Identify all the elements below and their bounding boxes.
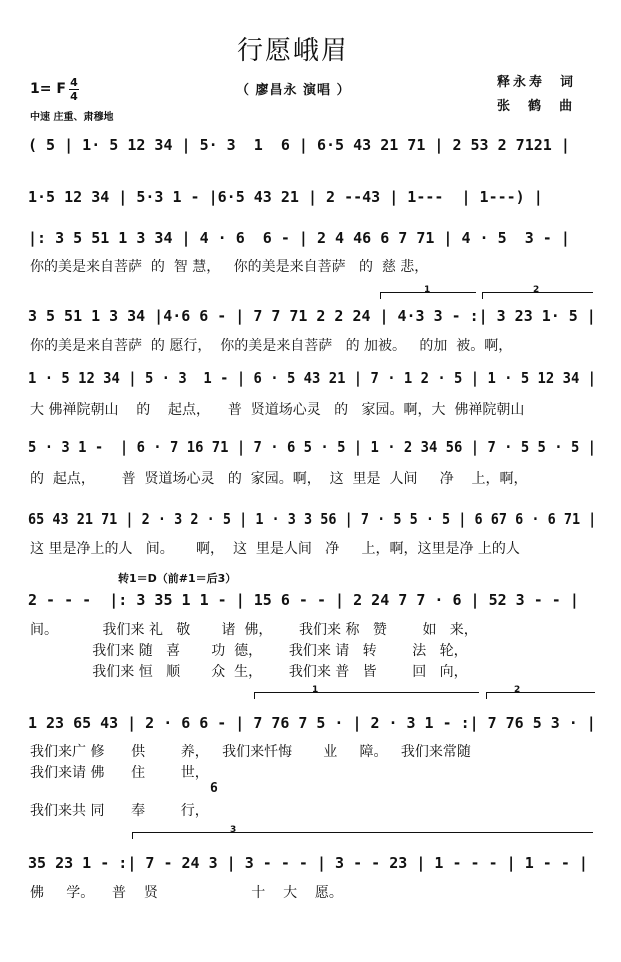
lyrics-row-8-verse-1: 间。 我们来 礼 敬 诸 佛， 我们来 称 赞 如 来， bbox=[30, 622, 478, 638]
music-row-5: 1 · 5 12 34 | 5 · 3 1 - | 6 · 5 43 21 | 7 · 1 2 · 5 | 1 · 5 12 34 | bbox=[28, 369, 597, 387]
key-signature: 1= F bbox=[30, 81, 66, 97]
ending-bracket-3 bbox=[132, 832, 593, 839]
ending-number-1b: 1 bbox=[312, 685, 319, 695]
performer: （ 廖昌永 演唱 ） bbox=[236, 83, 351, 98]
lyrics-row-7: 这 里是净上的人 间。 啊， 这 里是人间 净 上，啊，这里是净 上的人 bbox=[30, 541, 520, 557]
ending-bracket-2b bbox=[486, 692, 595, 699]
lyrics-row-8-verse-3: 我们来 恒 顺 众 生， 我们来 普 皆 回 向， bbox=[30, 664, 468, 680]
lyrics-row-8-verse-2: 我们来 随 喜 功 德， 我们来 请 转 法 轮， bbox=[30, 643, 468, 659]
variant-note: 6 bbox=[210, 781, 218, 796]
lyrics-row-9-verse-1: 我们来广 修 供 养， 我们来忏悔 业 障。 我们来常随 bbox=[30, 744, 471, 760]
music-row-8: 2 - - - |: 3 35 1 1 - | 15 6 - - | 2 24 7 7 · 6 | 52 3 - - | bbox=[28, 591, 579, 609]
music-row-4: 3 5 51 1 3 34 |4·6 6 - | 7 7 71 2 2 24 | 4·3 3 - :| 3 23 1· 5 | bbox=[28, 307, 596, 325]
music-row-3: |: 3 5 51 1 3 34 | 4 · 6 6 - | 2 4 46 6 7 71 | 4 · 5 3 - | bbox=[28, 229, 570, 247]
ending-bracket-1b bbox=[254, 692, 479, 699]
music-row-10: 35 23 1 - :| 7 - 24 3 | 3 - - - | 3 - - 23 | 1 - - - | 1 - - | bbox=[28, 854, 588, 872]
lyrics-row-5: 大 佛禅院朝山 的 起点， 普 贤道场心灵 的 家园。啊，大 佛禅院朝山 bbox=[30, 402, 525, 418]
ending-number-1: 1 bbox=[424, 285, 431, 295]
song-title: 行愿峨眉 bbox=[237, 36, 350, 66]
lyricist: 释永寿 词 bbox=[497, 75, 577, 90]
lyrics-row-10: 佛 学。 普 贤 十 大 愿。 bbox=[30, 885, 343, 901]
music-row-1: ( 5 | 1· 5 12 34 | 5· 3 1 6 | 6·5 43 21 71 | 2 53 2 7121 | bbox=[28, 136, 570, 154]
lyrics-row-6: 的 起点， 普 贤道场心灵 的 家园。啊， 这 里是 人间 净 上，啊， bbox=[30, 471, 528, 487]
ending-number-2: 2 bbox=[533, 285, 540, 295]
music-row-7: 65 43 21 71 | 2 · 3 2 · 5 | 1 · 3 3 56 | 7 · 5 5 · 5 | 6 67 6 · 6 71 | bbox=[28, 510, 597, 528]
lyrics-row-3: 你的美是来自菩萨 的 智 慧， 你的美是来自菩萨 的 慈 悲， bbox=[30, 259, 429, 275]
music-row-9: 1 23 65 43 | 2 · 6 6 - | 7 76 7 5 · | 2 · 3 1 - :| 7 76 5 3 · | bbox=[28, 714, 596, 732]
tempo-marking: 中速 庄重、肃穆地 bbox=[30, 112, 114, 123]
ending-number-2b: 2 bbox=[514, 685, 521, 695]
modulation-marking: 转1＝D（前#1＝后3） bbox=[118, 572, 237, 585]
time-signature-top: 4 bbox=[70, 76, 78, 89]
lyrics-row-9-verse-3: 我们来共 同 奉 行， bbox=[30, 803, 209, 819]
composer: 张 鹤 曲 bbox=[497, 99, 576, 114]
time-signature-bottom: 4 bbox=[70, 90, 78, 103]
music-row-6: 5 · 3 1 - | 6 · 7 16 71 | 7 · 6 5 · 5 | 1 · 2 34 56 | 7 · 5 5 · 5 | bbox=[28, 438, 597, 456]
music-row-2: 1·5 12 34 | 5·3 1 - |6·5 43 21 | 2 --43 | 1--- | 1---) | bbox=[28, 188, 543, 206]
ending-number-3: 3 bbox=[230, 825, 237, 835]
lyrics-row-9-verse-2: 我们来请 佛 住 世， bbox=[30, 765, 209, 781]
lyrics-row-4: 你的美是来自菩萨 的 愿行， 你的美是来自菩萨 的 加被。 的加 被。啊， bbox=[30, 338, 513, 354]
